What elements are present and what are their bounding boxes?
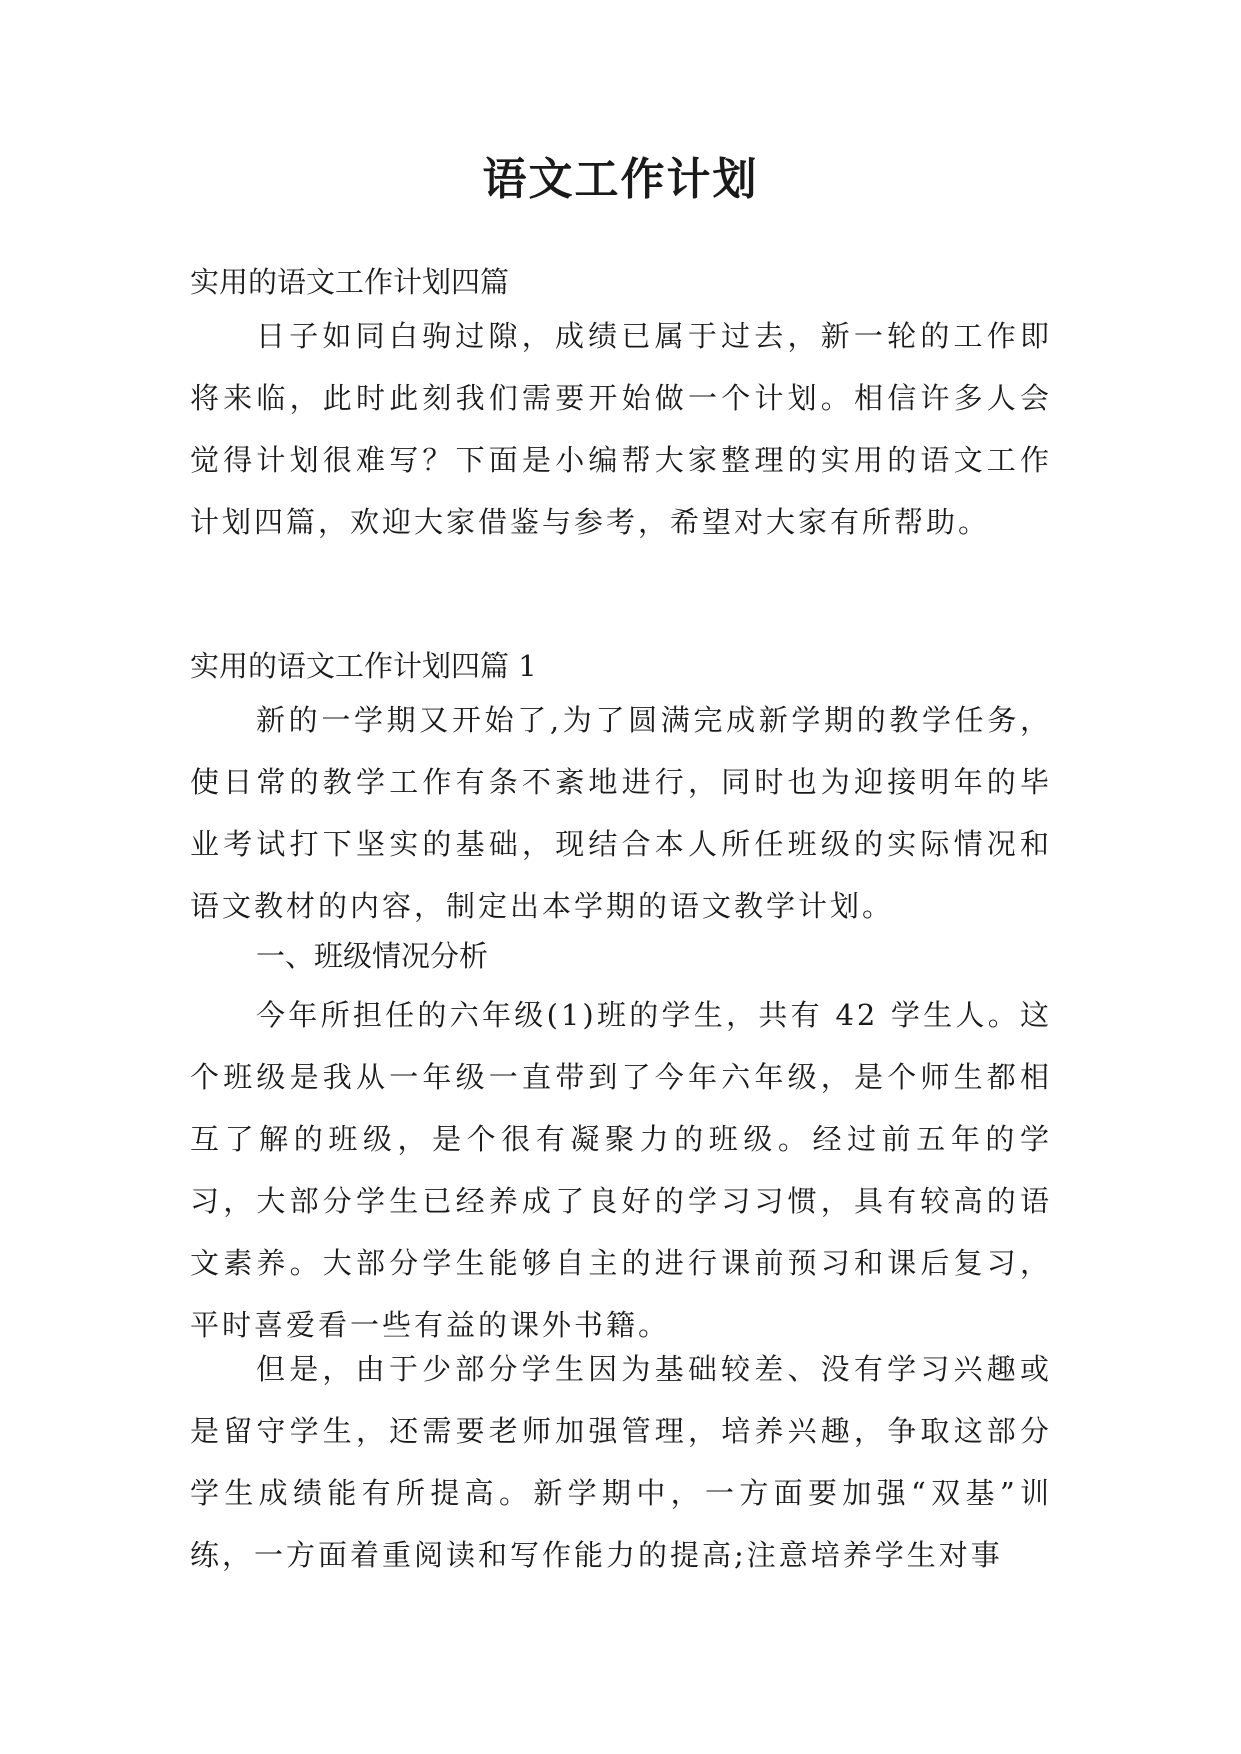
section1-paragraph-1: 新的一学期又开始了,为了圆满完成新学期的教学任务，使日常的教学工作有条不紊地进行，同时也为迎接明年的毕业考试打下坚实的基础，现结合本人所任班级的实际情况和语文教材的内容，制定出本学期的语文教学计划。 <box>190 703 1052 923</box>
class-analysis-subheading: 一、班级情况分析 <box>256 939 489 973</box>
section1-paragraph-2: 今年所担任的六年级(1)班的学生，共有 42 学生人。这个班级是我从一年级一直带到了今年六年级，是个师生都相互了解的班级，是个很有凝聚力的班级。经过前五年的学习，大部分学生已经养成了良好的学习习惯，具有较高的语文素养。大部分学生能够自主的进行课前预习和课后复习，平时喜爱看一些有益的课外书籍。 <box>190 998 1052 1342</box>
intro-heading: 实用的语文工作计划四篇 <box>190 265 510 299</box>
section1-heading: 实用的语文工作计划四篇 1 <box>190 649 537 683</box>
intro-paragraph: 日子如同白驹过隙，成绩已属于过去，新一轮的工作即将来临，此时此刻我们需要开始做一个计划。相信许多人会觉得计划很难写？下面是小编帮大家整理的实用的语文工作计划四篇，欢迎大家借鉴与参考，希望对大家有所帮助。 <box>190 319 1052 539</box>
document-title: 语文工作计划 <box>482 154 759 205</box>
section1-paragraph-3: 但是，由于少部分学生因为基础较差、没有学习兴趣或是留守学生，还需要老师加强管理，培养兴趣，争取这部分学生成绩能有所提高。新学期中，一方面要加强“双基”训练，一方面着重阅读和写作能力的提高;注意培养学生对事 <box>190 1352 1052 1572</box>
